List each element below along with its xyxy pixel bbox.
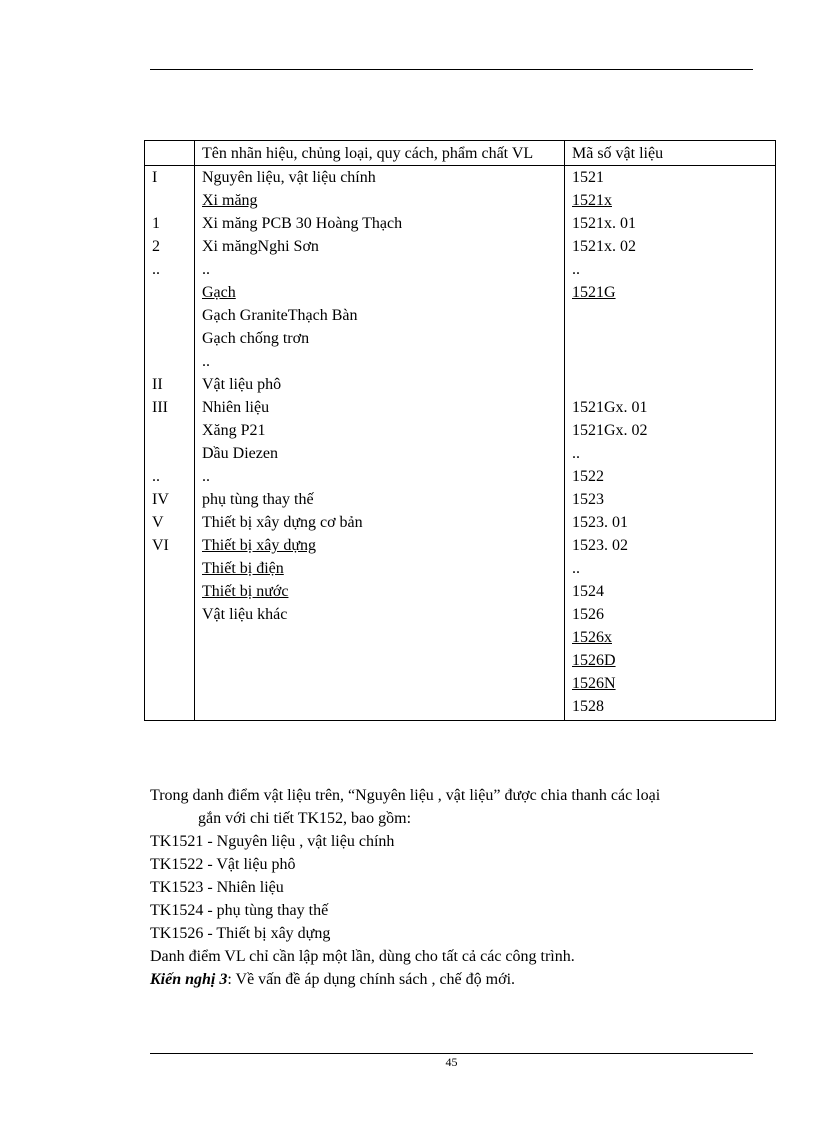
cell-line: 1522	[572, 468, 604, 485]
page-number: 45	[445, 1055, 458, 1069]
header-rule	[150, 69, 753, 70]
cell-line: Gạch GraniteThạch Bàn	[202, 307, 358, 324]
account-item: TK1524 - phụ tùng thay thế	[150, 902, 329, 919]
cell-line: Dầu Diezen	[202, 445, 278, 462]
account-item: TK1522 - Vật liệu phô	[150, 856, 296, 873]
cell-line: phụ tùng thay thế	[202, 491, 314, 508]
cell-line: 1521	[572, 169, 604, 186]
cell-line: III	[152, 399, 168, 416]
cell-line	[152, 626, 194, 649]
cell-line: 1526N	[572, 675, 616, 692]
cell-line	[152, 580, 194, 603]
cell-line: 1526D	[572, 652, 616, 669]
cell-line	[572, 304, 775, 327]
cell-line	[572, 373, 775, 396]
cell-line: 1521Gx. 01	[572, 399, 648, 416]
cell-line: ..	[572, 261, 580, 278]
cell-line: I	[152, 169, 158, 186]
cell-line: Vật liệu khác	[202, 606, 288, 623]
cell-line: 1521x	[572, 192, 612, 209]
account-item: TK1523 - Nhiên liệu	[150, 879, 284, 896]
cell-line: 1524	[572, 583, 604, 600]
cell-line: V	[152, 514, 164, 531]
footer-rule	[150, 1053, 753, 1054]
cell-line: 1523. 02	[572, 537, 628, 554]
cell-line: ..	[572, 445, 580, 462]
cell-line	[152, 419, 194, 442]
cell-line: 1528	[572, 698, 604, 715]
cell-line: ..	[152, 468, 160, 485]
cell-line: 1523. 01	[572, 514, 628, 531]
cell-line	[152, 442, 194, 465]
table-body-row	[145, 166, 776, 721]
cell-line: 1	[152, 215, 160, 232]
header-name: Tên nhãn hiệu, chủng loại, quy cách, phẩm chất VL	[195, 141, 565, 166]
cell-line: 1521x. 01	[572, 215, 636, 232]
cell-line	[152, 327, 194, 350]
cell-line: Gạch chống trơn	[202, 330, 310, 347]
cell-line: Xi măng	[202, 192, 258, 209]
intro-line-1: Trong danh điểm vật liệu trên, “Nguyên liệu , vật liệu” được chia thanh các loại	[150, 787, 661, 804]
cell-line: 1521x. 02	[572, 238, 636, 255]
account-item: TK1521 - Nguyên liệu , vật liệu chính	[150, 833, 395, 850]
table-header-row	[145, 141, 776, 166]
cell-line: Xi măng PCB 30 Hoàng Thạch	[202, 215, 403, 232]
cell-line: Vật liệu phô	[202, 376, 282, 393]
summary-line: Danh điểm VL chỉ cần lập một lần, dùng cho tất cả các công trình.	[150, 948, 575, 965]
cell-line: ..	[572, 560, 580, 577]
header-stt	[145, 141, 195, 166]
column-stt	[145, 166, 195, 721]
body-text	[150, 784, 760, 991]
cell-line	[202, 626, 564, 649]
cell-line: Nhiên liệu	[202, 399, 270, 416]
cell-line	[202, 695, 564, 718]
column-name	[195, 166, 565, 721]
cell-line: VI	[152, 537, 169, 554]
cell-line: 1521Gx. 02	[572, 422, 648, 439]
recommendation-line	[150, 968, 760, 991]
cell-line	[152, 189, 194, 212]
cell-line: Thiết bị xây dựng	[202, 537, 316, 554]
cell-line: II	[152, 376, 163, 393]
account-item: TK1526 - Thiết bị xây dựng	[150, 925, 331, 942]
cell-line	[152, 350, 194, 373]
cell-line: Gạch	[202, 284, 236, 301]
cell-line: Thiết bị xây dựng cơ bản	[202, 514, 363, 531]
intro-line-2: gắn với chi tiết TK152, bao gồm:	[198, 810, 412, 827]
cell-line: ..	[202, 261, 210, 278]
cell-line: Xi măngNghi Sơn	[202, 238, 319, 255]
cell-line	[202, 649, 564, 672]
cell-line	[152, 281, 194, 304]
material-code-table	[144, 140, 776, 721]
cell-line: 1521G	[572, 284, 616, 301]
cell-line: 1523	[572, 491, 604, 508]
cell-line: Nguyên liệu, vật liệu chính	[202, 169, 376, 186]
cell-line	[152, 304, 194, 327]
cell-line: Xăng P21	[202, 422, 266, 439]
cell-line: 2	[152, 238, 160, 255]
cell-line	[572, 350, 775, 373]
cell-line: ..	[152, 261, 160, 278]
cell-line	[202, 672, 564, 695]
recommendation-label: Kiến nghị 3	[150, 971, 228, 988]
column-code	[565, 166, 776, 721]
cell-line	[152, 695, 194, 718]
cell-line: 1526	[572, 606, 604, 623]
cell-line	[152, 649, 194, 672]
cell-line: ..	[202, 353, 210, 370]
cell-line: IV	[152, 491, 169, 508]
cell-line: ..	[202, 468, 210, 485]
cell-line	[152, 603, 194, 626]
cell-line	[152, 557, 194, 580]
header-code: Mã số vật liệu	[565, 141, 776, 166]
cell-line: 1526x	[572, 629, 612, 646]
cell-line: Thiết bị điện	[202, 560, 284, 577]
cell-line	[152, 672, 194, 695]
cell-line: Thiết bị nước	[202, 583, 289, 600]
recommendation-text: : Về vấn đề áp dụng chính sách , chế độ mới.	[227, 971, 516, 988]
cell-line	[572, 327, 775, 350]
